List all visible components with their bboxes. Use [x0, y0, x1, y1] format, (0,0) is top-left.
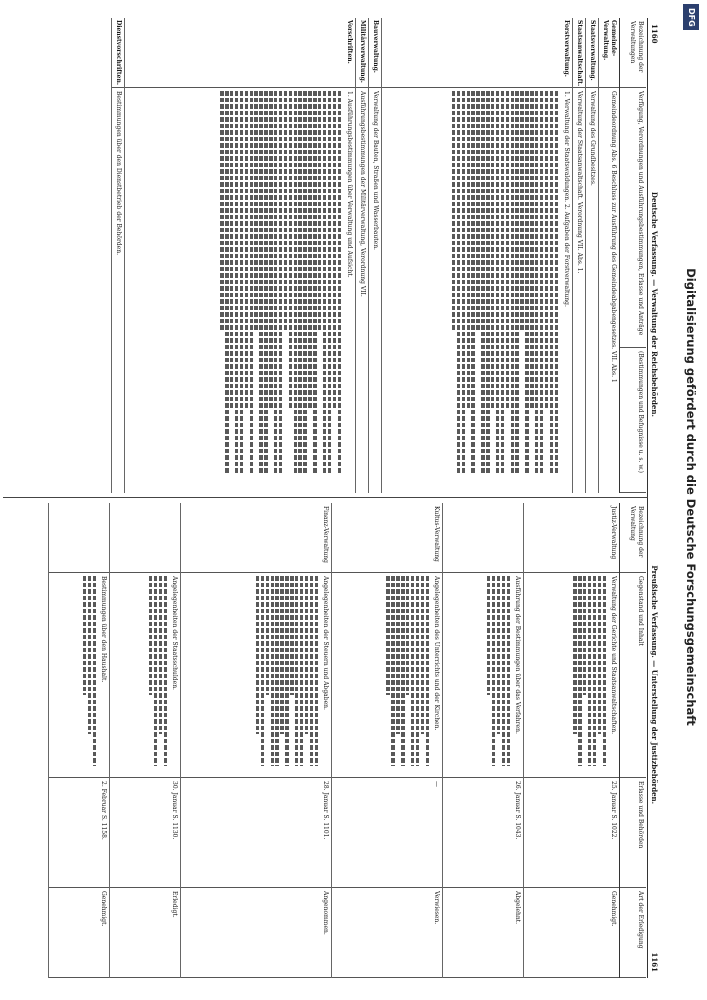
- row-label: Justiz-Verwaltung: [524, 503, 619, 573]
- table-row: [442, 503, 523, 978]
- right-col4-header: Art der Erledigung: [620, 888, 646, 978]
- page-number-left: 1160: [650, 24, 659, 44]
- text-block: [149, 576, 167, 774]
- table-row: [585, 18, 598, 493]
- row-label: Gemeinde-Verwaltung.: [599, 18, 619, 88]
- row-reference: 28. Januar S. 1101.: [181, 778, 331, 888]
- table-row: [48, 503, 109, 978]
- row-label: Staatsverwaltung.: [586, 18, 598, 88]
- row-reference: 30. Januar S. 1130.: [110, 778, 180, 888]
- text-block: [452, 91, 558, 490]
- row-subject: Ausführung der Bestimmungen über das Verfahren.: [514, 576, 521, 734]
- row-label: Forstverwaltung.: [382, 18, 572, 88]
- right-col2-header: Gegenstand und Inhalt: [620, 573, 646, 778]
- table-row: [381, 18, 572, 493]
- left-col1-header: Bezeichnung der Verwaltungen: [620, 18, 646, 88]
- left-col2-header: Verfügung, Verordnungen und Ausführungsbestimmungen, Erlasse und Anträge: [620, 88, 646, 348]
- table-row: [124, 18, 355, 493]
- table-row: [111, 18, 124, 493]
- text-block: [256, 576, 318, 774]
- page-number-right: 1161: [650, 952, 659, 972]
- text-block: [220, 91, 341, 490]
- row-status: Verwiesen.: [332, 888, 442, 978]
- left-table-header: [619, 18, 646, 493]
- left-table: [6, 18, 646, 493]
- row-subject: Angelegenheiten der Steuern und Abgaben.: [322, 576, 329, 710]
- row-label: [443, 503, 523, 573]
- row-status: Genehmigt.: [49, 888, 109, 978]
- header-title-left: Deutsche Verfassung. — Verwaltung der Reichsbehörden.: [650, 191, 659, 417]
- text-block: [573, 576, 606, 774]
- row-label: Militärverwaltung.: [356, 18, 368, 88]
- table-row: [572, 18, 585, 493]
- left-col3-header: (Bestimmungen und Befugnisse u. s. w.): [620, 348, 646, 493]
- row-reference: —: [332, 778, 442, 888]
- page-divider: [3, 497, 648, 498]
- table-row: [331, 503, 442, 978]
- row-text: Verwaltung des Grundbesitzes.: [589, 91, 596, 186]
- row-text: Verwaltung der Staatsanwaltschaft. Verordnung VII. Abs. 1.: [576, 91, 583, 274]
- table-row: [523, 503, 619, 978]
- rotated-content: [0, 18, 660, 978]
- table-row: [598, 18, 619, 493]
- row-status: Angenommen.: [181, 888, 331, 978]
- row-subject: Angelegenheiten des Unterrichts und der Kirchen.: [433, 576, 440, 731]
- row-label: Staatsanwaltschaft.: [573, 18, 585, 88]
- row-label: [110, 503, 180, 573]
- row-text: 1. Verwaltung der Staatswaldungen. 2. Aufgaben der Forstverwaltung.: [563, 91, 570, 307]
- row-label: Dienstvorschriften.: [112, 18, 124, 88]
- page-header: [647, 18, 660, 978]
- header-title-right: Preußische Verfassung. — Unterstellung der Justizbehörden.: [650, 565, 659, 805]
- row-label: Bauverwaltung.: [369, 18, 381, 88]
- table-row: [180, 503, 331, 978]
- right-table: [6, 503, 646, 978]
- row-label: Vorschriften.: [125, 18, 355, 88]
- table-row: [368, 18, 381, 493]
- row-subject: Verwaltung der Gerichte und Staatsanwaltschaften.: [610, 576, 617, 735]
- row-text: 1. Ausführungsbestimmungen über Verwaltung und Aufsicht.: [346, 91, 353, 278]
- row-text: Ausführungsbestimmungen der Militärverwaltung, Verordnung VII.: [359, 91, 366, 297]
- dfg-logo: DFG: [683, 4, 699, 30]
- text-block: [487, 576, 510, 774]
- table-row: [109, 503, 180, 978]
- row-text: Gemeindeordnung Abs. 6 Beschluss zur Ausführung des Gemeindeabgabengesetzes. VII. Abs. 1: [610, 91, 617, 383]
- text-block: [83, 576, 96, 774]
- row-reference: 26. Januar S. 1043.: [443, 778, 523, 888]
- row-reference: 2. Februar S. 1158.: [49, 778, 109, 888]
- right-table-header: [619, 503, 646, 978]
- row-status: Erledigt.: [110, 888, 180, 978]
- row-status: Abgelehnt.: [443, 888, 523, 978]
- row-subject: Angelegenheiten der Staatsschulden.: [171, 576, 178, 690]
- row-text: Bestimmungen über den Dienstbetrieb der Behörden.: [115, 91, 122, 255]
- dfg-sidebar: [681, 0, 701, 1000]
- row-reference: 25. Januar S. 1022.: [524, 778, 619, 888]
- row-label: Finanz-Verwaltung: [181, 503, 331, 573]
- digitization-notice: Digitalisierung gefördert durch die Deutsche Forschungsgemeinschaft: [684, 268, 698, 726]
- row-text: Verwaltung der Bauten, Straßen und Wasserbauten.: [372, 91, 379, 250]
- right-col3-header: Erlasse und Behörden: [620, 778, 646, 888]
- row-status: Genehmigt.: [524, 888, 619, 978]
- row-label: Kultus-Verwaltung: [332, 503, 442, 573]
- row-subject: Bestimmungen über den Haushalt.: [100, 576, 107, 683]
- row-label: [49, 503, 109, 573]
- text-block: [386, 576, 429, 774]
- table-row: [355, 18, 368, 493]
- right-col1-header: Bezeichnung der Verwaltung: [620, 503, 646, 573]
